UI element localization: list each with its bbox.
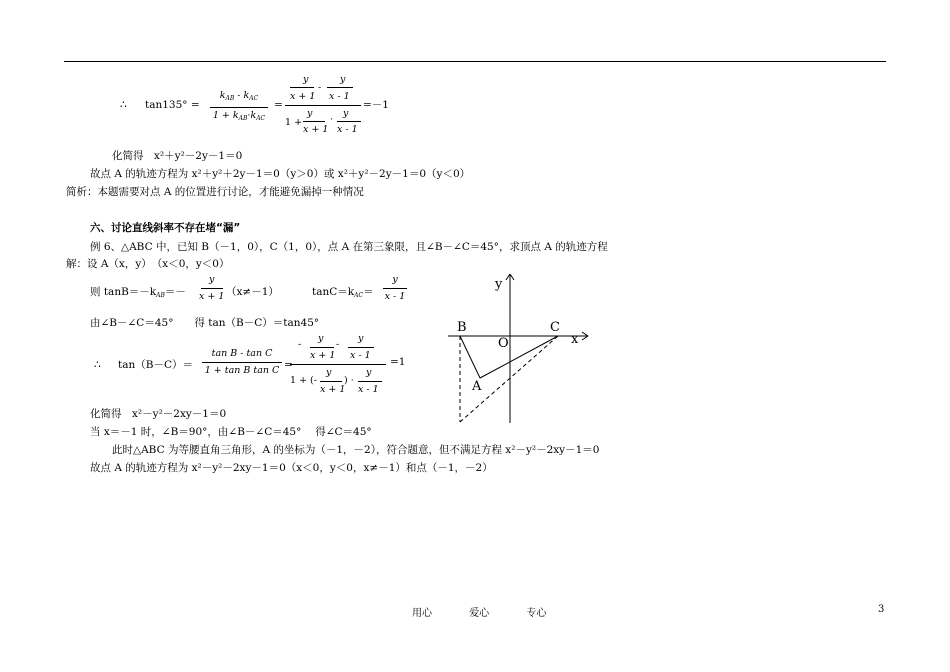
tan135-lhs: tan135° = <box>145 99 200 111</box>
angle-relation-line: 由∠B－∠C＝45° 得 tan（B－C）＝tan45° <box>90 317 320 329</box>
triangle-figure <box>440 268 590 438</box>
equals-sign: = <box>274 99 283 111</box>
bot-one: 1 + <box>285 117 303 128</box>
final-trajectory: 故点 A 的轨迹方程为 x²－y²－2xy－1＝0（x＜0，y＜0，x≠－1）和点（－1，－2） <box>90 462 493 474</box>
footer-item-2: 爱心 <box>469 608 490 619</box>
simplify-line-2: 化简得 x²－y²－2xy－1＝0 <box>90 408 227 420</box>
bot-den-b: x - 1 <box>337 124 358 135</box>
tanB-condition: （x≠－1） <box>226 286 279 298</box>
case-x-minus-one: 当 x＝－1 时，∠B＝90°，由∠B－∠C＝45° 得∠C＝45° <box>90 426 372 438</box>
result-minus-one: =－1 <box>363 99 389 111</box>
x-axis-arrow-upper <box>582 332 588 336</box>
page-number: 3 <box>878 604 885 615</box>
bot-den-a: x + 1 <box>303 124 329 135</box>
top-den-a: x + 1 <box>290 91 316 102</box>
slope-numerator: $k_{AB} - k_{AC}$ <box>219 90 259 102</box>
y-axis-arrow-left <box>506 274 510 280</box>
t-top-y1: y <box>318 333 324 344</box>
isosceles-right-note: 此时△ABC 为等腰直角三角形，A 的坐标为（－1，－2），符合题意，但不满足方程 x²－y²－2xy－1＝0 <box>112 444 600 456</box>
label-A: A <box>472 379 482 394</box>
side-AC <box>480 336 558 378</box>
label-x: x <box>571 332 579 347</box>
tanC-lhs: $\tan C=k_{AC}=$ <box>312 286 374 299</box>
result-one: =1 <box>390 356 406 368</box>
bot-dot: · <box>330 114 334 125</box>
slope-fraction <box>210 90 268 125</box>
tanB-lhs: 则 $\tan B=-k_{AB}=-$ <box>90 286 186 299</box>
tanBC-fraction: tan B - tan C 1 + tan B tan C <box>202 348 282 377</box>
label-C: C <box>550 320 560 335</box>
footer-item-1: 用心 <box>412 608 432 619</box>
tanBC-lhs: tan（B－C）＝ <box>118 359 193 371</box>
therefore-symbol: ∴ <box>120 99 127 111</box>
label-B: B <box>457 320 467 335</box>
top-minus: - <box>318 82 322 93</box>
t-bot-mid: ) · <box>344 375 354 386</box>
side-BA <box>460 336 480 378</box>
footer-motto <box>412 604 580 619</box>
equals-sign-2: = <box>284 359 293 371</box>
x-axis-arrow-lower <box>582 336 588 340</box>
bot-y2: y <box>343 108 349 119</box>
footer-item-3: 专心 <box>526 608 547 619</box>
tanC-fraction: y x - 1 <box>384 274 406 302</box>
top-den-b: x - 1 <box>329 91 350 102</box>
therefore-symbol-2: ∴ <box>94 359 101 371</box>
t-bot-y1: y <box>326 367 332 378</box>
header-rule <box>64 61 886 62</box>
example-6: 例 6、△ABC 中，已知 B（－1，0），C（1，0），点 A 在第三象限，且∠B－∠C＝45°，求顶点 A 的轨迹方程 <box>90 241 608 253</box>
top-y1: y <box>303 74 309 85</box>
t-bot-den1: x + 1 <box>320 384 346 395</box>
label-y: y <box>495 277 503 292</box>
section-title: 六、讨论直线斜率不存在堵“漏” <box>90 222 241 234</box>
solution-set-a: 解：设 A（x，y） （x＜0，y＜0） <box>66 258 230 270</box>
compound-fraction <box>285 74 361 138</box>
t-top-den-b: x - 1 <box>350 350 371 361</box>
t-bot-y2: y <box>366 367 372 378</box>
t-top-den-a: x + 1 <box>310 350 336 361</box>
simplify-line-1: 化简得 x²＋y²－2y－1＝0 <box>112 150 243 162</box>
y-axis-arrow-right <box>510 274 514 280</box>
tanB-fraction: y x + 1 <box>199 274 225 302</box>
t-bot-a: 1 + (- <box>290 375 317 386</box>
t-top-minus1: - <box>298 339 302 350</box>
t-top-y2: y <box>358 333 364 344</box>
trajectory-line-1: 故点 A 的轨迹方程为 x²＋y²＋2y－1＝0（y＞0）或 x²＋y²－2y－1＝0（y＜0） <box>90 168 471 180</box>
t-bot-den2: x - 1 <box>358 384 379 395</box>
slope-denominator: $1 + k_{AB}\cdot k_{AC}$ <box>212 110 266 122</box>
t-top-minus2: - <box>336 339 340 350</box>
compound-fraction-2 <box>290 333 390 399</box>
top-y2: y <box>340 74 346 85</box>
bot-y1: y <box>307 108 313 119</box>
label-O: O <box>498 336 509 351</box>
analysis-note: 简析：本题需要对点 A 的位置进行讨论，才能避免漏掉一种情况 <box>66 186 364 198</box>
